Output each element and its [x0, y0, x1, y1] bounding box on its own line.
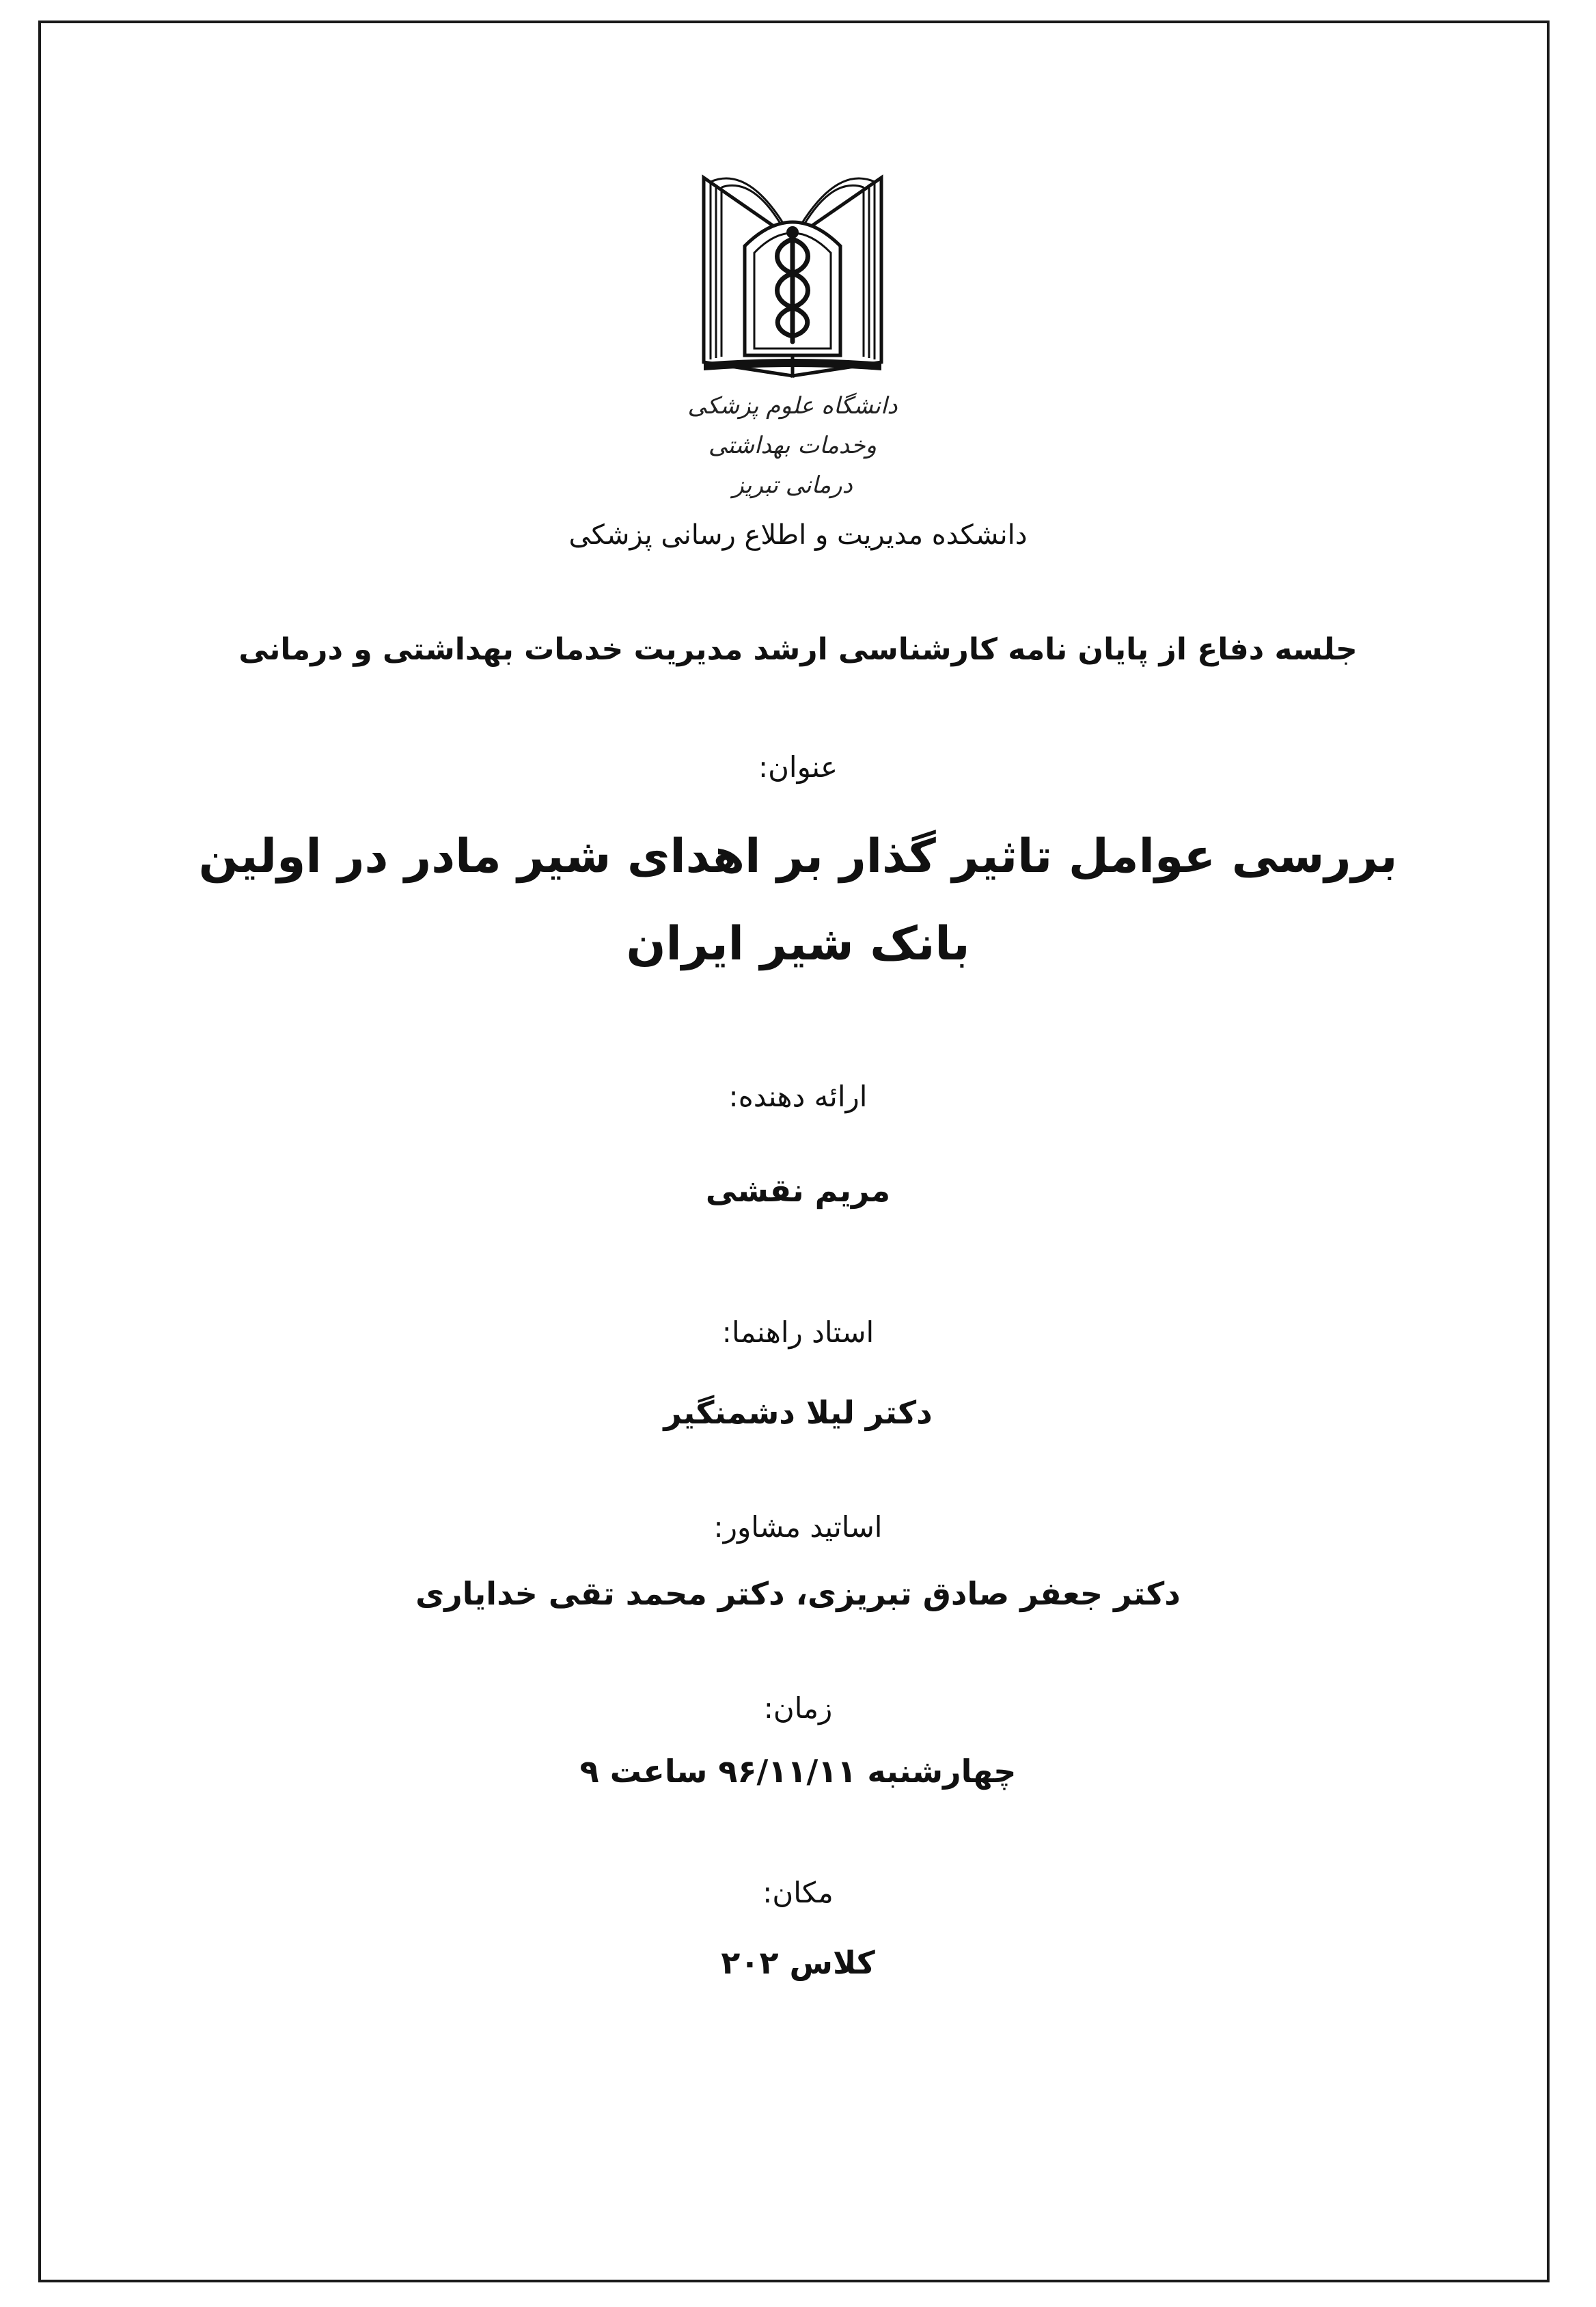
presenter-name: مریم نقشی	[705, 1172, 891, 1209]
logo-caption	[676, 386, 909, 505]
supervisor-name: دکتر لیلا دشمنگیر	[663, 1394, 933, 1431]
date-label: زمان:	[763, 1691, 833, 1725]
faculty-name: دانشکده مدیریت و اطلاع رسانی پزشکی	[568, 519, 1028, 551]
logo-caption-line1: دانشگاه علوم پزشکی	[687, 392, 898, 420]
logo-caption-line2: وخدمات بهداشتی درمانی تبریز	[708, 432, 877, 499]
advisors-names: دکتر جعفر صادق تبریزی، دکتر محمد تقی خدایاری	[415, 1575, 1181, 1612]
presenter-label: ارائه دهنده:	[728, 1080, 868, 1113]
title-label: عنوان:	[758, 750, 838, 784]
supervisor-label: استاد راهنما:	[721, 1315, 875, 1349]
thesis-title: بررسی عوامل تاثیر گذار بر اهدای شیر مادر در اولین بانک شیر ایران	[198, 830, 1398, 971]
location-value: کلاس ۲۰۲	[721, 1944, 875, 1981]
advisors-label: اساتید مشاور:	[713, 1510, 883, 1544]
university-logo	[676, 157, 909, 499]
university-emblem-icon	[697, 157, 888, 383]
location-label: مکان:	[762, 1876, 834, 1909]
session-heading: جلسه دفاع از پایان نامه کارشناسی ارشد مدیریت خدمات بهداشتی و درمانی	[238, 632, 1358, 667]
date-value: چهارشنبه ۹۶/۱۱/۱۱ ساعت ۹	[579, 1753, 1017, 1790]
